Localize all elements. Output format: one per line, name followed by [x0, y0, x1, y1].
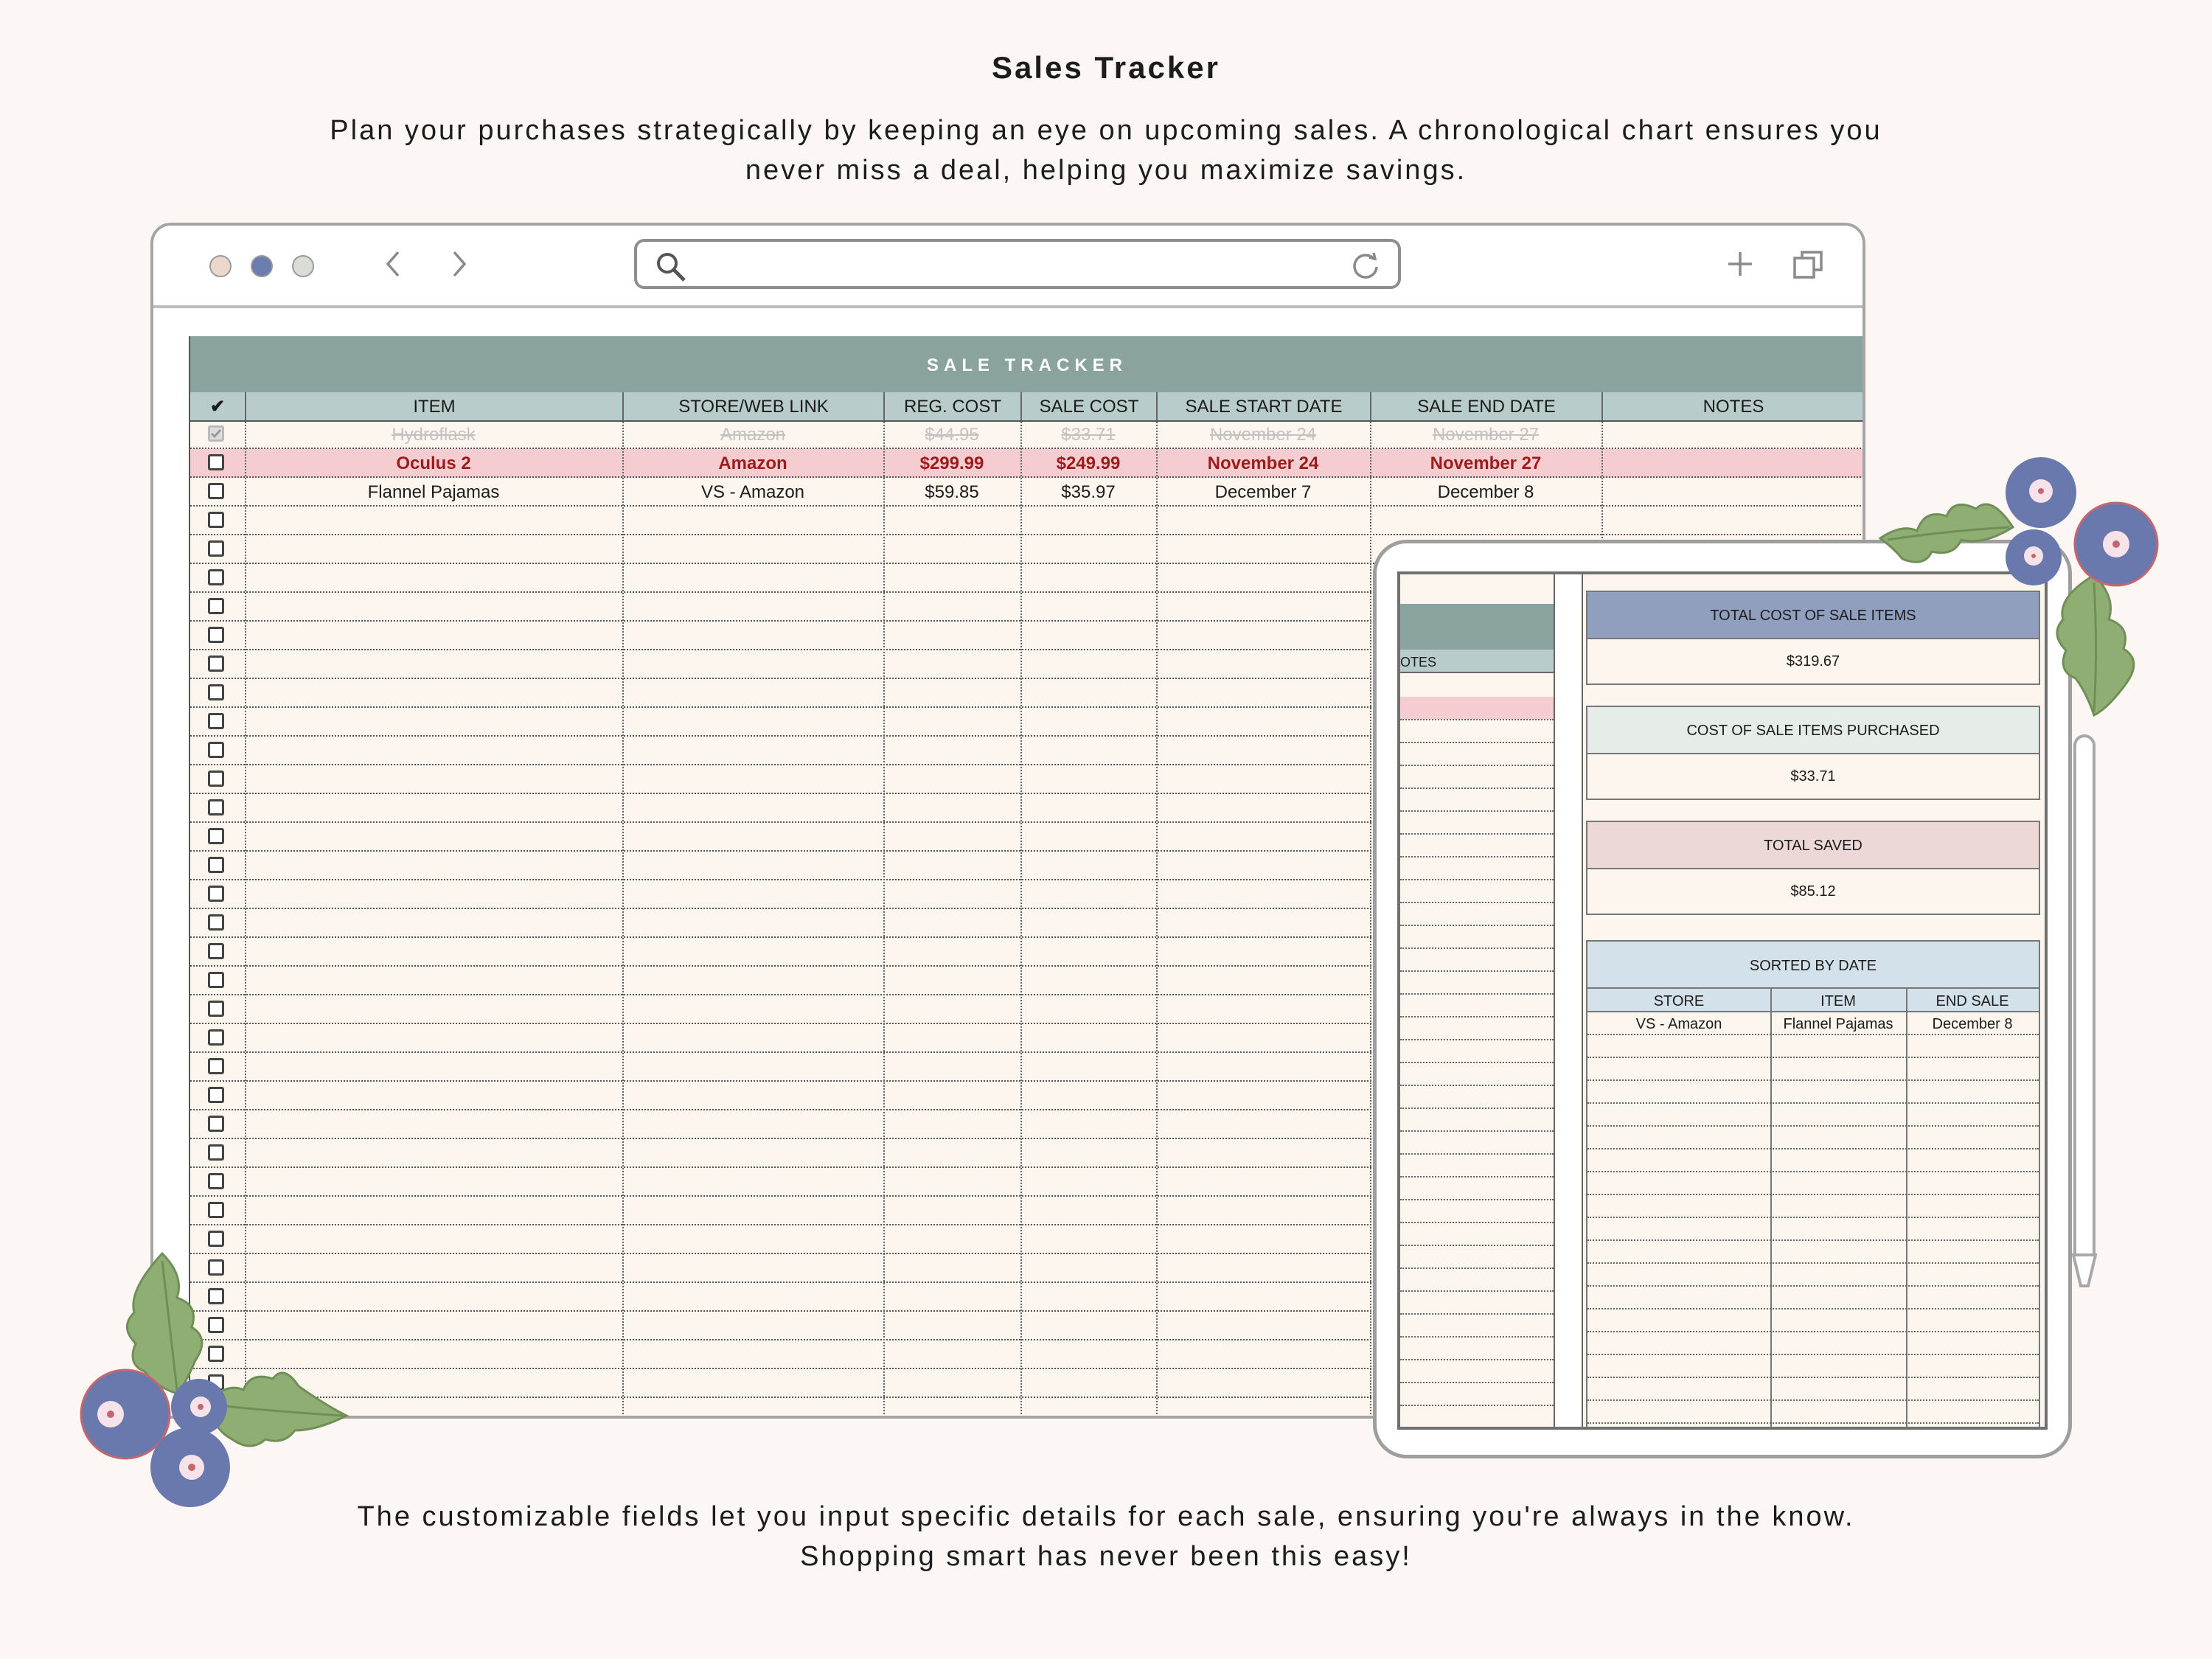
row-checkbox[interactable] — [208, 1173, 224, 1189]
cell-sale[interactable]: $33.71 — [1061, 425, 1116, 445]
summary-value: $85.12 — [1587, 869, 2039, 914]
sorted-cell-item[interactable]: Flannel Pajamas — [1783, 1016, 1893, 1032]
plus-icon[interactable] — [1724, 248, 1756, 280]
row-checkbox[interactable] — [208, 684, 224, 700]
column-header-sale[interactable]: SALE COST — [1020, 392, 1156, 420]
row-checkbox[interactable] — [208, 1202, 224, 1218]
row-checkbox[interactable] — [208, 1058, 224, 1074]
sorted-row — [1587, 1012, 2039, 1035]
browser-toolbar — [153, 226, 1863, 308]
sorted-row — [1587, 1058, 2039, 1081]
table-row — [190, 507, 1864, 535]
row-checkbox[interactable] — [208, 713, 224, 729]
row-checkbox[interactable] — [208, 425, 224, 442]
holly-decoration-bottom-left — [74, 1246, 369, 1512]
sorted-row — [1587, 1081, 2039, 1104]
sorted-row — [1587, 1378, 2039, 1401]
row-checkbox[interactable] — [208, 1116, 224, 1132]
cell-start[interactable]: November 24 — [1209, 425, 1317, 445]
row-checkbox[interactable] — [208, 540, 224, 557]
column-header-notes[interactable]: NOTES — [1601, 392, 1864, 420]
cell-store[interactable]: Amazon — [718, 453, 787, 473]
row-checkbox[interactable] — [208, 512, 224, 528]
sorted-row — [1587, 1355, 2039, 1378]
sorted-cell-end[interactable]: December 8 — [1932, 1016, 2013, 1032]
sorted-title: SORTED BY DATE — [1587, 942, 2039, 989]
table-row — [190, 420, 1864, 449]
reload-icon[interactable] — [1349, 249, 1382, 282]
check-column-header: ✔ — [209, 397, 226, 417]
search-icon — [653, 249, 689, 285]
window-maximize-dot[interactable] — [292, 255, 314, 277]
empty-row-cells[interactable] — [245, 507, 1864, 534]
chevron-left-icon[interactable] — [382, 248, 404, 286]
row-checkbox[interactable] — [208, 828, 224, 844]
sorted-row — [1587, 1035, 2039, 1058]
page-title: Sales Tracker — [992, 50, 1220, 85]
window-close-dot[interactable] — [209, 255, 232, 277]
summary-value: $33.71 — [1587, 754, 2039, 799]
intro-text: Plan your purchases strategically by keeping an eye on upcoming sales. A chronological chart ensures you never miss a deal, helping you maximize savings. — [330, 115, 1882, 186]
chevron-right-icon[interactable] — [448, 248, 470, 286]
sorted-column-header-store[interactable]: STORE — [1587, 989, 1770, 1012]
row-checkbox[interactable] — [208, 1144, 224, 1161]
row-checkbox[interactable] — [208, 1231, 224, 1247]
summary-label: TOTAL SAVED — [1587, 822, 2039, 869]
row-checkbox[interactable] — [208, 1001, 224, 1017]
row-checkbox[interactable] — [208, 598, 224, 614]
sorted-column-header-item[interactable]: ITEM — [1770, 989, 1906, 1012]
column-divider — [1370, 392, 1371, 1419]
row-checkbox[interactable] — [208, 454, 224, 470]
cell-end[interactable]: November 27 — [1430, 453, 1542, 473]
column-header-row — [190, 392, 1864, 422]
holly-decoration-top-right — [1873, 457, 2168, 723]
cell-item[interactable]: Hydroflask — [392, 425, 476, 445]
summary-value: $319.67 — [1587, 639, 2039, 684]
sorted-row — [1587, 1264, 2039, 1287]
cell-item[interactable]: Oculus 2 — [396, 453, 471, 473]
column-header-start[interactable]: SALE START DATE — [1156, 392, 1370, 420]
sorted-row — [1587, 1287, 2039, 1310]
column-header-end[interactable]: SALE END DATE — [1370, 392, 1601, 420]
cell-reg[interactable]: $299.99 — [919, 453, 984, 473]
sorted-row — [1587, 1127, 2039, 1150]
sorted-row — [1587, 1172, 2039, 1195]
row-checkbox[interactable] — [208, 943, 224, 959]
cell-sale[interactable]: $35.97 — [1061, 482, 1116, 502]
cell-store[interactable]: Amazon — [720, 425, 786, 445]
table-row — [190, 449, 1864, 478]
sorted-row — [1587, 1218, 2039, 1241]
row-checkbox[interactable] — [208, 483, 224, 499]
sorted-by-date-table — [1586, 940, 2040, 1430]
outro-text: The customizable fields let you input specific details for each sale, ensuring you're always in the know. Shopping smart has never been this easy! — [357, 1501, 1855, 1572]
column-divider — [622, 392, 624, 1419]
cell-reg[interactable]: $59.85 — [925, 482, 979, 502]
row-checkbox[interactable] — [208, 799, 224, 815]
tablet-row-line — [1400, 1427, 1554, 1429]
sorted-row — [1587, 1310, 2039, 1332]
tablet-notes-header: OTES — [1400, 650, 1554, 673]
row-checkbox[interactable] — [208, 857, 224, 873]
sheet-title: SALE TRACKER — [190, 336, 1864, 392]
stylus-tip — [2070, 1253, 2098, 1290]
cell-store[interactable]: VS - Amazon — [700, 482, 805, 502]
row-checkbox[interactable] — [208, 886, 224, 902]
column-divider — [883, 392, 885, 1419]
row-checkbox[interactable] — [208, 627, 224, 643]
sorted-row — [1587, 1241, 2039, 1264]
row-checkbox[interactable] — [208, 914, 224, 931]
sorted-row — [1587, 1401, 2039, 1424]
cell-item[interactable]: Flannel Pajamas — [367, 482, 500, 502]
row-checkbox[interactable] — [208, 742, 224, 758]
cell-reg[interactable]: $44.95 — [925, 425, 979, 445]
row-checkbox[interactable] — [208, 1029, 224, 1046]
address-bar[interactable] — [634, 239, 1401, 289]
tabs-icon[interactable] — [1792, 248, 1827, 283]
cell-end[interactable]: December 8 — [1437, 482, 1534, 502]
stylus-pen — [2073, 734, 2096, 1258]
row-checkbox[interactable] — [208, 655, 224, 672]
cell-sale[interactable]: $249.99 — [1056, 453, 1121, 473]
table-row — [190, 478, 1864, 507]
summary-box — [1586, 821, 2040, 915]
cell-start[interactable]: December 7 — [1214, 482, 1312, 502]
cell-notes[interactable] — [1601, 420, 1864, 448]
sorted-row — [1587, 1195, 2039, 1218]
cell-notes[interactable] — [1601, 478, 1864, 505]
column-header-store[interactable]: STORE/WEB LINK — [622, 392, 883, 420]
cell-end[interactable]: November 27 — [1432, 425, 1540, 445]
sorted-cell-store[interactable]: VS - Amazon — [1635, 1016, 1722, 1032]
cell-start[interactable]: November 24 — [1207, 453, 1319, 473]
column-header-reg[interactable]: REG. COST — [883, 392, 1020, 420]
cell-notes[interactable] — [1601, 449, 1864, 476]
row-checkbox[interactable] — [208, 569, 224, 585]
column-header-item[interactable]: ITEM — [245, 392, 622, 420]
summary-label: TOTAL COST OF SALE ITEMS — [1587, 592, 2039, 639]
row-checkbox[interactable] — [208, 1087, 224, 1103]
summary-label: COST OF SALE ITEMS PURCHASED — [1587, 707, 2039, 754]
window-minimize-dot[interactable] — [251, 255, 273, 277]
row-checkbox[interactable] — [208, 972, 224, 988]
sorted-row — [1587, 1150, 2039, 1172]
sorted-row — [1587, 1332, 2039, 1355]
sorted-row — [1587, 1104, 2039, 1127]
column-divider — [1156, 392, 1158, 1419]
row-checkbox[interactable] — [208, 771, 224, 787]
column-divider — [1020, 392, 1022, 1419]
sorted-column-header-end[interactable]: END SALE — [1906, 989, 2039, 1012]
